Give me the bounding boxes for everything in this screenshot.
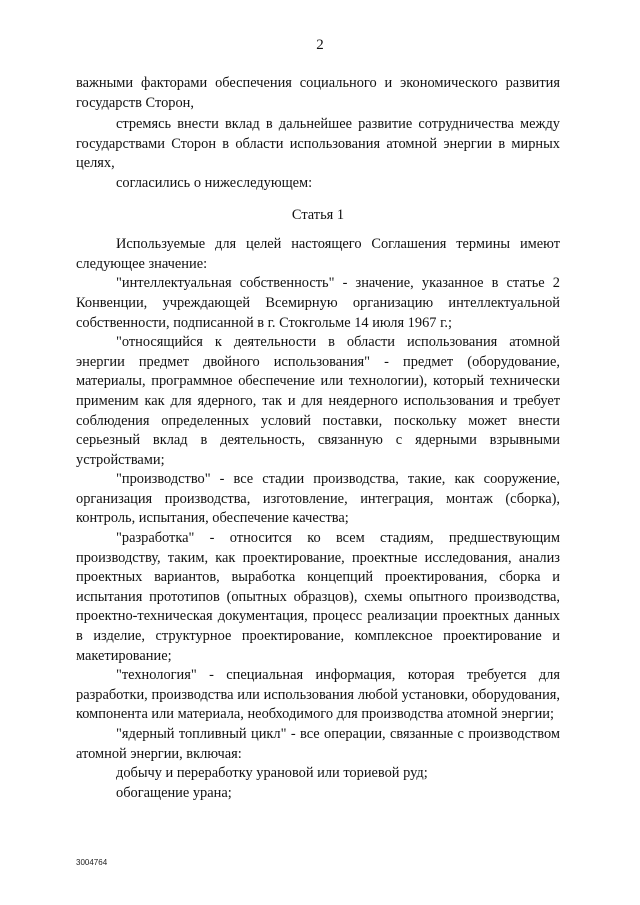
- document-body: [76, 74, 560, 803]
- paragraph: стремясь внести вклад в дальнейшее развитие сотрудничества между государствами Сторон в области использования атомной энергии в мирных целях,: [76, 116, 560, 172]
- paragraph: согласились о нижеследующем:: [116, 174, 313, 191]
- definition-paragraph: "разработка" - относится ко всем стадиям, предшествующим производству, таким, как проектирование, проектные исследования, анализ проектных вариантов, выработка концепций проектирования, сборка и испытания прототипов (опытных образцов), схемы опытного производства, проектно-техническая документация, процесс реализации проектных данных в изделие, структурное проектирование, комплексное проектирование и макетирование;: [76, 530, 560, 664]
- list-item: обогащение урана;: [116, 784, 232, 801]
- article-heading: Статья 1: [291, 206, 345, 223]
- paragraph: важными факторами обеспечения социального и экономического развития государств Сторон,: [76, 75, 560, 111]
- list-item: добычу и переработку урановой или ториевой руд;: [116, 765, 428, 782]
- page-number: 2: [316, 37, 324, 53]
- definition-paragraph: "производство" - все стадии производства, такие, как сооружение, организация производства, изготовление, интеграция, монтаж (сборка), контроль, испытания, обеспечение качества;: [76, 471, 560, 527]
- definition-paragraph: "ядерный топливный цикл" - все операции, связанные с производством атомной энергии, включая:: [76, 726, 560, 762]
- definition-paragraph: "относящийся к деятельности в области использования атомной энергии предмет двойного использования" - предмет (оборудование, материалы, программное обеспечение или технологии), который технически применим как для ядерного, так и для неядерного использования и требует соблюдения определенных условий поставки, поскольку может внести серьезный вклад в деятельность, связанную с ядерными взрывными устройствами;: [76, 334, 560, 468]
- definition-paragraph: "технология" - специальная информация, которая требуется для разработки, производства или использования любой установки, оборудования, компонента или материала, необходимого для производства атомной энергии;: [76, 667, 560, 723]
- definition-paragraph: "интеллектуальная собственность" - значение, указанное в статье 2 Конвенции, учреждающей Всемирную организацию интеллектуальной собственности, подписанной в г. Стокгольме 14 июля 1967 г.;: [76, 275, 560, 331]
- paragraph: Используемые для целей настоящего Соглашения термины имеют следующее значение:: [76, 236, 560, 272]
- document-code: 3004764: [76, 858, 108, 867]
